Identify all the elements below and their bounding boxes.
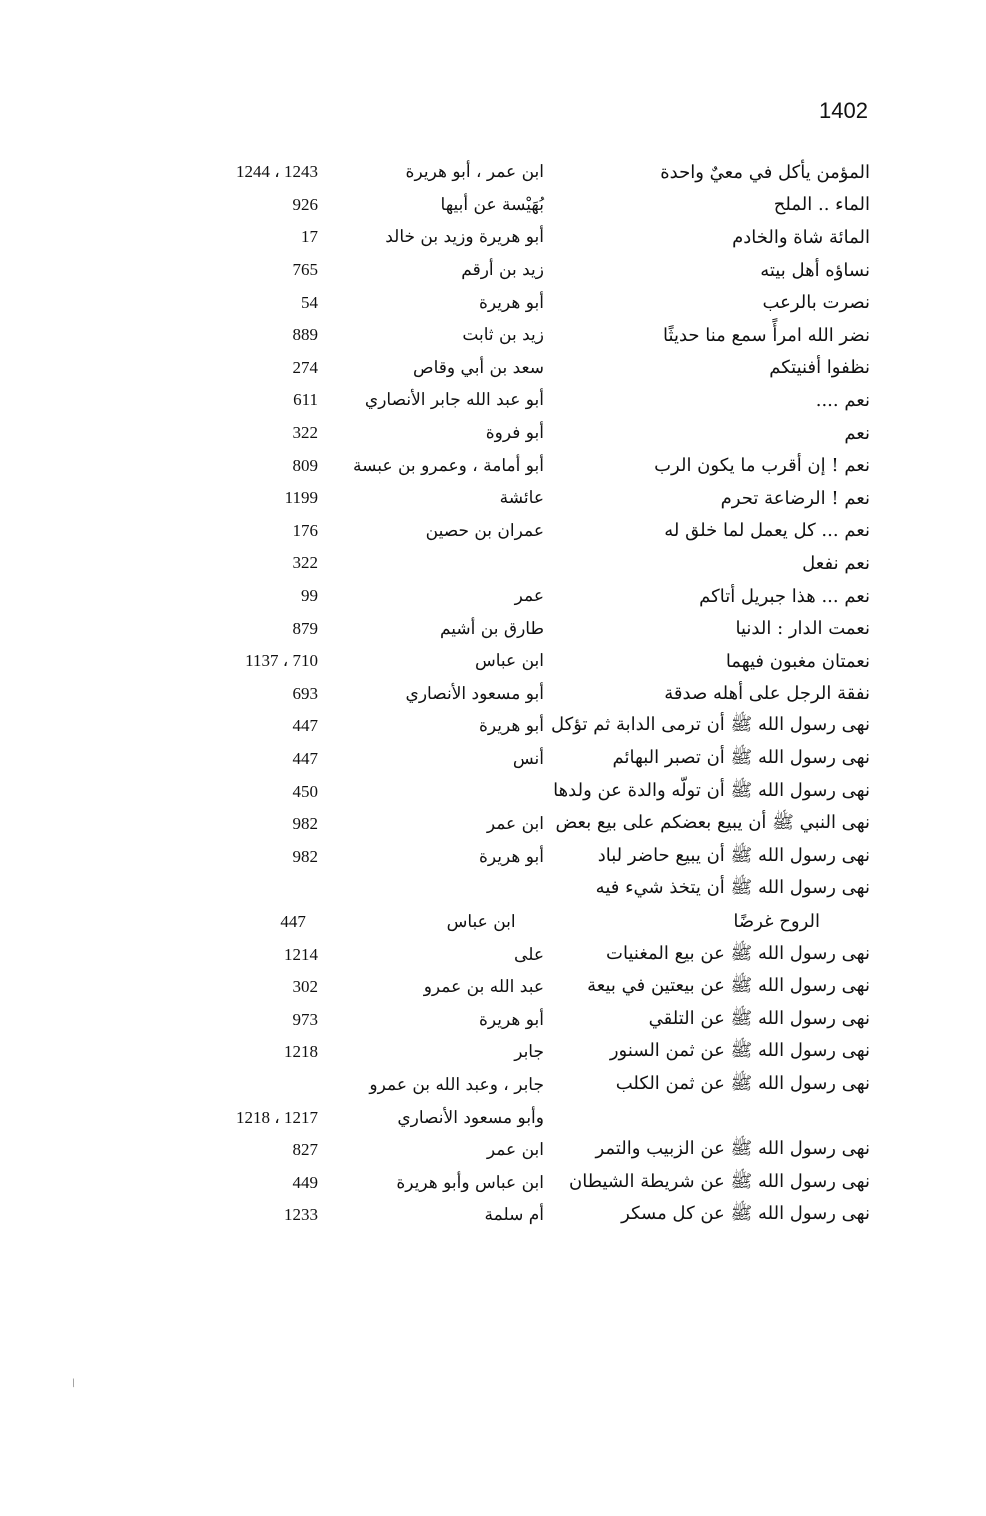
hadith-text: نعم ! الرضاعة تحرم xyxy=(720,487,870,509)
page-references: 765 xyxy=(292,260,318,280)
narrator: أبو أمامة ، وعمرو بن عبسة xyxy=(353,455,544,476)
page-references: 926 xyxy=(292,194,318,214)
narrator: عمران بن حصين xyxy=(425,520,544,541)
hadith-text: نهى رسول الله ﷺ عن التلقي xyxy=(648,1007,870,1029)
narrator: ابن عباس وأبو هريرة xyxy=(396,1172,544,1193)
narrator: عمر xyxy=(514,586,544,607)
narrator: زيد بن ثابت xyxy=(462,325,544,346)
page-references: 973 xyxy=(292,1009,318,1029)
page-references: 1218 xyxy=(284,1042,318,1062)
page-references: 982 xyxy=(292,846,318,866)
index-row xyxy=(150,156,870,189)
index-row xyxy=(150,645,870,678)
hadith-text: نساؤه أهل بيته xyxy=(760,259,870,281)
narrator: أبو هريرة وزيد بن خالد xyxy=(385,227,544,248)
hadith-text: نهى رسول الله ﷺ عن بيعتين في بيعة xyxy=(587,975,870,997)
page-references: 710 ، 1137 xyxy=(245,651,318,671)
index-row xyxy=(150,221,870,254)
index-row xyxy=(150,1199,870,1232)
index-row xyxy=(150,873,870,906)
index-row xyxy=(150,254,870,287)
index-row xyxy=(150,286,870,319)
narrator: أنس xyxy=(512,748,544,769)
page-references: 447 xyxy=(292,716,318,736)
hadith-text: نصرت بالرعب xyxy=(762,292,870,314)
hadith-text: نعم ... كل يعمل لما خلق له xyxy=(664,520,870,542)
hadith-text: نعم ! إن أقرب ما يكون الرب xyxy=(654,455,870,477)
hadith-text: نهى رسول الله ﷺ أن يبيع حاضر لباد xyxy=(597,844,870,866)
page-references: 322 xyxy=(292,553,318,573)
narrator: ابن عباس xyxy=(446,911,516,932)
hadith-text: نهى رسول الله ﷺ أن تصبر البهائم xyxy=(612,746,870,768)
hadith-text: نهى رسول الله ﷺ عن شريطة الشيطان xyxy=(569,1170,870,1192)
hadith-text: المؤمن يأكل في معيٌ واحدة xyxy=(660,161,870,183)
hadith-index-table xyxy=(150,156,870,1232)
page-references: 693 xyxy=(292,683,318,703)
hadith-text: نهى رسول الله ﷺ عن بيع المغنيات xyxy=(606,942,870,964)
hadith-text: نعم .... xyxy=(815,389,870,411)
hadith-text: نعم xyxy=(844,422,870,444)
index-row xyxy=(150,1134,870,1167)
narrator: ابن عمر xyxy=(486,814,544,835)
index-row xyxy=(150,678,870,711)
index-row xyxy=(150,580,870,613)
narrator: أبو هريرة xyxy=(478,846,544,867)
narrator: ابن عمر ، أبو هريرة xyxy=(405,162,544,183)
page-references: 611 xyxy=(293,390,318,410)
page-references: 447 xyxy=(292,748,318,768)
narrator: بُهَيْسة عن أبيها xyxy=(440,194,544,215)
narrator: جابر ، وعبد الله بن عمرو xyxy=(369,1074,544,1095)
hadith-text: نعمت الدار : الدنيا xyxy=(735,618,870,640)
index-row xyxy=(150,1069,870,1102)
index-row xyxy=(150,1003,870,1036)
hadith-text: نهى رسول الله ﷺ عن الزبيب والتمر xyxy=(595,1138,870,1160)
index-row xyxy=(150,352,870,385)
page-references: 809 xyxy=(292,455,318,475)
index-row xyxy=(150,840,870,873)
index-row xyxy=(150,384,870,417)
narrator: أبو فروة xyxy=(485,423,544,444)
index-row xyxy=(150,743,870,776)
hadith-text: نظفوا أفنيتكم xyxy=(769,357,870,379)
narrator: أبو هريرة xyxy=(478,716,544,737)
index-row xyxy=(150,1166,870,1199)
index-row xyxy=(150,319,870,352)
narrator: أبو هريرة xyxy=(478,292,544,313)
index-row xyxy=(150,189,870,222)
hadith-text: نهى رسول الله ﷺ عن ثمن السنور xyxy=(609,1040,870,1062)
page-references: 54 xyxy=(301,292,318,312)
hadith-text: نفقة الرجل على أهله صدقة xyxy=(664,683,870,705)
narrator: سعد بن أبي وقاص xyxy=(413,357,544,378)
narrator: على xyxy=(514,944,544,965)
page-references: 17 xyxy=(301,227,318,247)
index-row xyxy=(150,417,870,450)
index-row xyxy=(150,808,870,841)
hadith-text: نعمتان مغبون فيهما xyxy=(725,650,870,672)
page-references: 1217 ، 1218 xyxy=(236,1107,318,1127)
narrator: أم سلمة xyxy=(484,1205,544,1226)
narrator: ابن عمر xyxy=(486,1140,544,1161)
narrator: ابن عباس xyxy=(474,651,544,672)
index-row xyxy=(150,515,870,548)
index-row xyxy=(150,547,870,580)
hadith-text: نهى رسول الله ﷺ أن ترمى الدابة ثم تؤكل xyxy=(551,714,870,736)
index-row xyxy=(150,971,870,1004)
narrator: زيد بن أرقم xyxy=(461,260,544,281)
index-row xyxy=(150,612,870,645)
index-row xyxy=(150,775,870,808)
index-row xyxy=(150,449,870,482)
page-number: 1402 xyxy=(819,98,868,123)
narrator: أبو هريرة xyxy=(478,1009,544,1030)
page-references: 1233 xyxy=(284,1205,318,1225)
hadith-text: نهى رسول الله ﷺ عن كل مسكر xyxy=(621,1203,870,1225)
page-references: 827 xyxy=(292,1140,318,1160)
hadith-text: نهى رسول الله ﷺ أن تولّه والدة عن ولدها xyxy=(553,779,870,801)
hadith-text: الروح غرضًا xyxy=(733,911,820,933)
hadith-text: نهى النبي ﷺ أن يبيع بعضكم على بيع بعض xyxy=(555,812,870,834)
page-references: 1199 xyxy=(284,488,318,508)
narrator: أبو عبد الله جابر الأنصاري xyxy=(364,390,544,411)
index-row xyxy=(150,906,870,939)
page-references: 879 xyxy=(292,618,318,638)
index-row xyxy=(150,710,870,743)
stray-mark: / xyxy=(70,1377,78,1390)
hadith-text: المائة شاة والخادم xyxy=(732,226,870,248)
narrator: أبو مسعود الأنصاري xyxy=(405,683,544,704)
page-references: 99 xyxy=(301,586,318,606)
narrator: عبد الله بن عمرو xyxy=(423,977,544,998)
page-references: 274 xyxy=(292,357,318,377)
index-row xyxy=(150,482,870,515)
index-row xyxy=(150,1101,870,1134)
index-row xyxy=(150,938,870,971)
page-references: 322 xyxy=(292,423,318,443)
hadith-text: الماء .. الملح xyxy=(773,194,870,216)
page-references: 176 xyxy=(292,520,318,540)
hadith-text: نعم ... هذا جبريل أتاكم xyxy=(699,585,870,607)
page-references: 447 xyxy=(280,911,306,931)
narrator: عائشة xyxy=(499,488,544,509)
page-references: 982 xyxy=(292,814,318,834)
page-references: 1243 ، 1244 xyxy=(236,162,318,182)
hadith-text: نهى رسول الله ﷺ عن ثمن الكلب xyxy=(615,1072,870,1094)
hadith-text: نهى رسول الله ﷺ أن يتخذ شيء فيه xyxy=(595,877,870,899)
page-references: 889 xyxy=(292,325,318,345)
hadith-text: نعم نفعل xyxy=(802,552,870,574)
narrator: جابر xyxy=(514,1042,544,1063)
page-references: 1214 xyxy=(284,944,318,964)
narrator: وأبو مسعود الأنصاري xyxy=(397,1107,544,1128)
index-row xyxy=(150,1036,870,1069)
page-references: 449 xyxy=(292,1172,318,1192)
page-references: 302 xyxy=(292,977,318,997)
narrator: طارق بن أشيم xyxy=(439,618,544,639)
page-references: 450 xyxy=(292,781,318,801)
hadith-text: نضر الله امرأً سمع منا حديثًا xyxy=(663,324,870,346)
